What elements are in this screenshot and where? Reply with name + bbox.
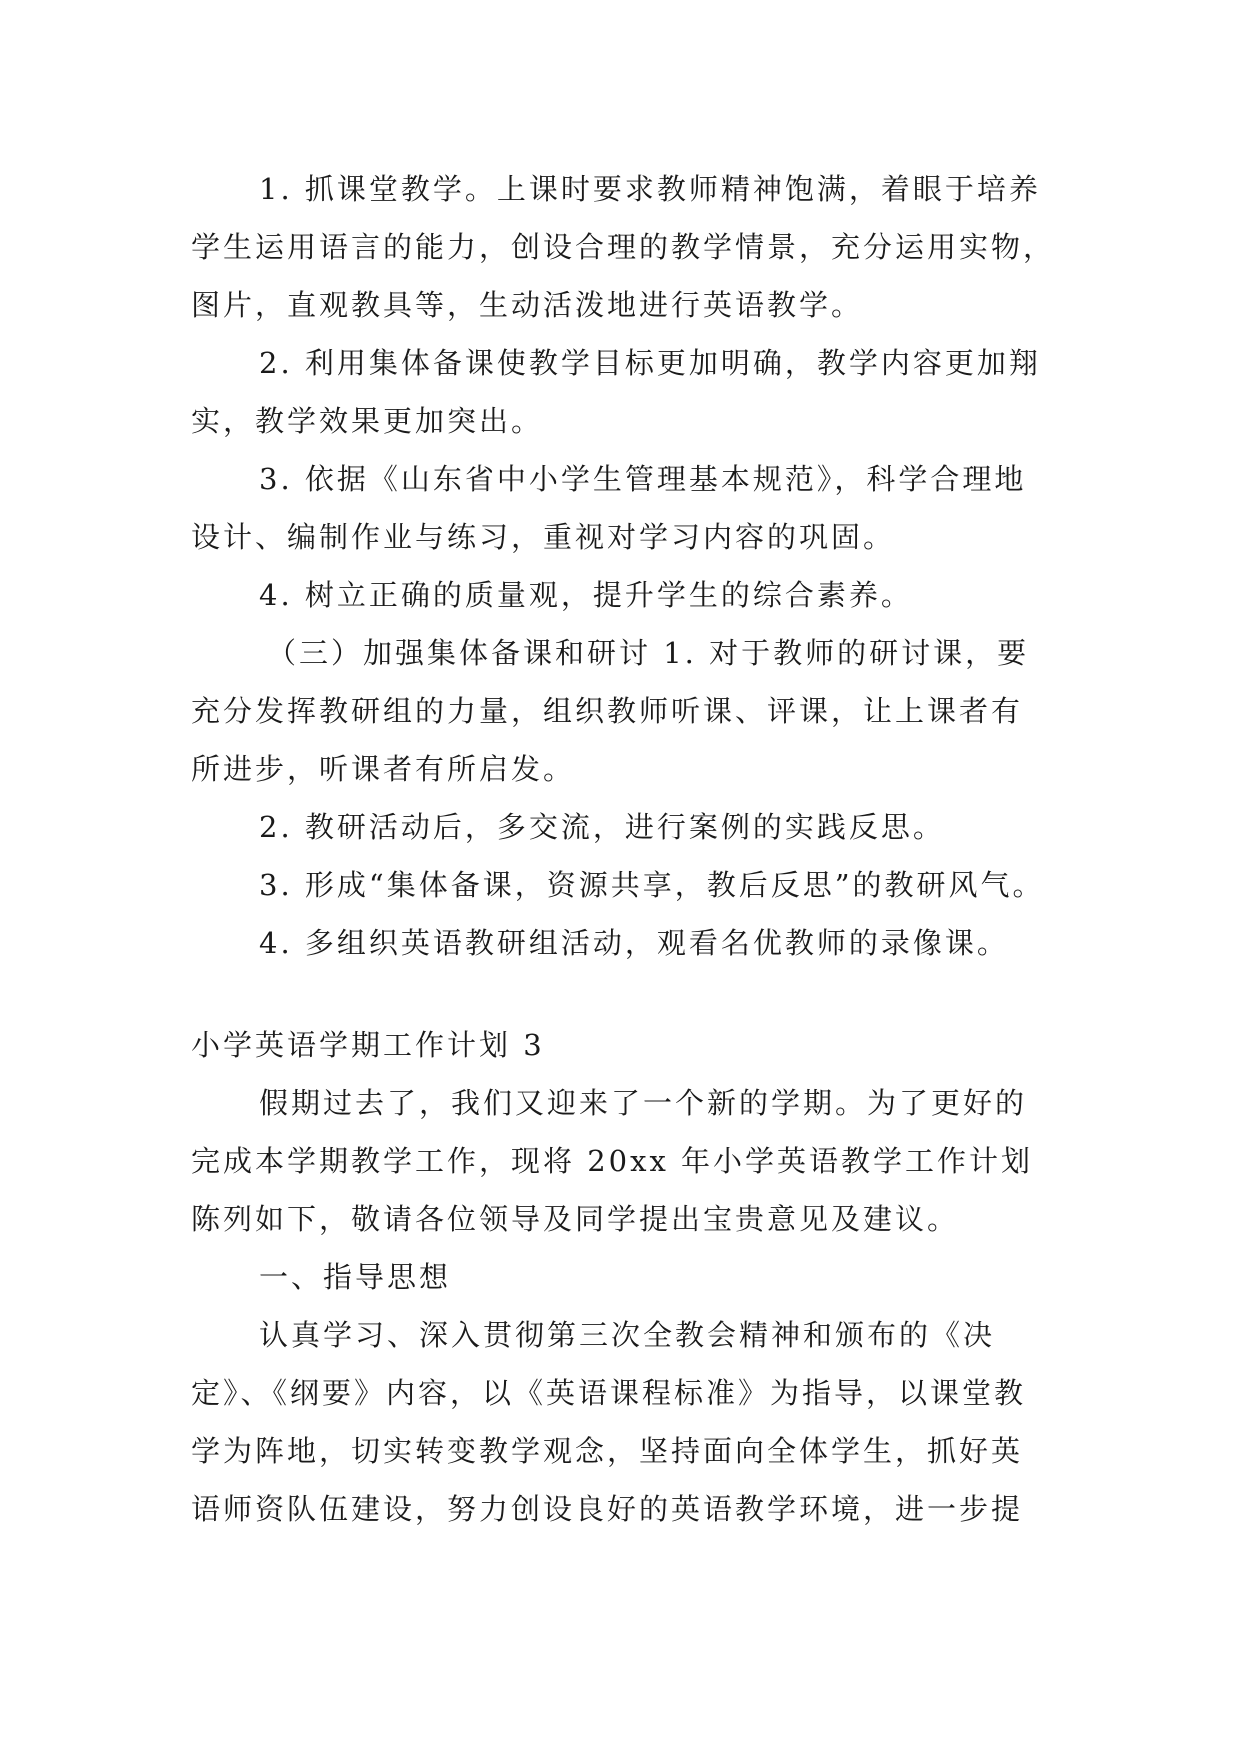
section-heading-line: （三）加强集体备课和研讨 1. 对于教师的研讨课，要 bbox=[267, 636, 1030, 670]
paragraph-line: 假期过去了，我们又迎来了一个新的学期。为了更好的 bbox=[259, 1086, 1028, 1120]
section-heading: 一、指导思想 bbox=[259, 1260, 452, 1294]
section-spacer bbox=[191, 972, 1051, 1016]
paragraph-line: 1. 抓课堂教学。上课时要求教师精神饱满，着眼于培养 bbox=[259, 172, 1041, 206]
paragraph-line: 2. 教研活动后，多交流，进行案例的实践反思。 bbox=[259, 810, 945, 844]
paragraph-line: 4. 树立正确的质量观，提升学生的综合素养。 bbox=[259, 578, 913, 612]
paragraph-line: 充分发挥教研组的力量，组织教师听课、评课，让上课者有 bbox=[191, 694, 1024, 728]
paragraph-line: 完成本学期教学工作，现将 20xx 年小学英语教学工作计划 bbox=[191, 1144, 1034, 1178]
paragraph-line: 图片，直观教具等，生动活泼地进行英语教学。 bbox=[191, 288, 864, 322]
paragraph-line: 所进步，听课者有所启发。 bbox=[191, 752, 576, 786]
paragraph-line: 实，教学效果更加突出。 bbox=[191, 404, 544, 438]
paragraph-line: 4. 多组织英语教研组活动，观看名优教师的录像课。 bbox=[259, 926, 1009, 960]
paragraph-line: 设计、编制作业与练习，重视对学习内容的巩固。 bbox=[191, 520, 896, 554]
paragraph-line: 学为阵地，切实转变教学观念，坚持面向全体学生，抓好英 bbox=[191, 1434, 1024, 1468]
document-body bbox=[191, 160, 1056, 1538]
paragraph-line: 认真学习、深入贯彻第三次全教会精神和颁布的《决 bbox=[259, 1318, 996, 1352]
paragraph-line: 3. 依据《山东省中小学生管理基本规范》，科学合理地 bbox=[259, 462, 1027, 496]
paragraph-line: 2. 利用集体备课使教学目标更加明确，教学内容更加翔 bbox=[259, 346, 1041, 380]
paragraph-line: 学生运用语言的能力，创设合理的教学情景，充分运用实物， bbox=[191, 230, 1056, 264]
paragraph-line: 定》、《纲要》内容，以《英语课程标准》为指导，以课堂教 bbox=[191, 1376, 1027, 1410]
paragraph-line: 陈列如下，敬请各位领导及同学提出宝贵意见及建议。 bbox=[191, 1202, 960, 1236]
paragraph-line: 语师资队伍建设，努力创设良好的英语教学环境，进一步提 bbox=[191, 1492, 1024, 1526]
paragraph-line: 3. 形成“集体备课，资源共享，教后反思”的教研风气。 bbox=[259, 868, 1045, 902]
document-title: 小学英语学期工作计划 3 bbox=[191, 1028, 545, 1062]
